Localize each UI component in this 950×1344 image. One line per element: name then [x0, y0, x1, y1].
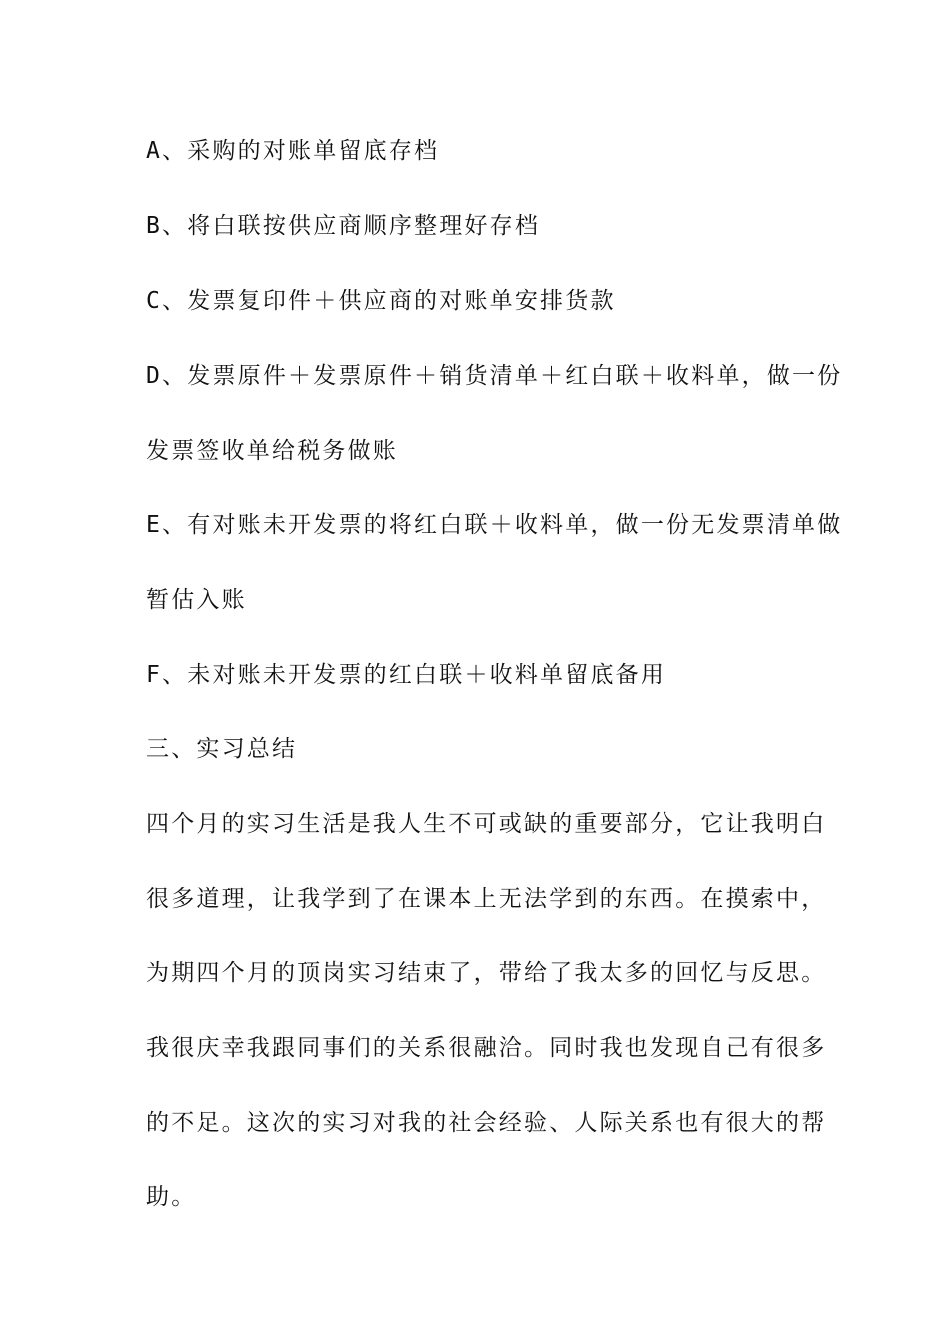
paragraph-line-2: 很多道理，让我学到了在课本上无法学到的东西。在摸索中，	[146, 886, 827, 912]
list-item-d-line-2: 发票签收单给税务做账	[146, 438, 398, 464]
section-heading: 三、实习总结	[146, 736, 298, 762]
list-item-e-line-2: 暂估入账	[146, 587, 247, 613]
list-item-d-line-1: D、发票原件＋发票原件＋销货清单＋红白联＋收料单，做一份	[146, 363, 843, 389]
list-item-f: F、未对账未开发票的红白联＋收料单留底备用	[146, 662, 667, 688]
list-item-e-line-1: E、有对账未开发票的将红白联＋收料单，做一份无发票清单做	[146, 512, 843, 538]
paragraph-line-5: 的不足。这次的实习对我的社会经验、人际关系也有很大的帮	[146, 1110, 827, 1136]
paragraph-line-4: 我很庆幸我跟同事们的关系很融洽。同时我也发现自己有很多	[146, 1035, 827, 1061]
paragraph-line-1: 四个月的实习生活是我人生不可或缺的重要部分，它让我明白	[146, 811, 827, 837]
paragraph-line-6: 助。	[146, 1184, 197, 1210]
list-item-b: B、将白联按供应商顺序整理好存档	[146, 213, 541, 239]
paragraph-line-3: 为期四个月的顶岗实习结束了，带给了我太多的回忆与反思。	[146, 960, 827, 986]
list-item-a: A、采购的对账单留底存档	[146, 138, 440, 164]
list-item-c: C、发票复印件＋供应商的对账单安排货款	[146, 288, 616, 314]
